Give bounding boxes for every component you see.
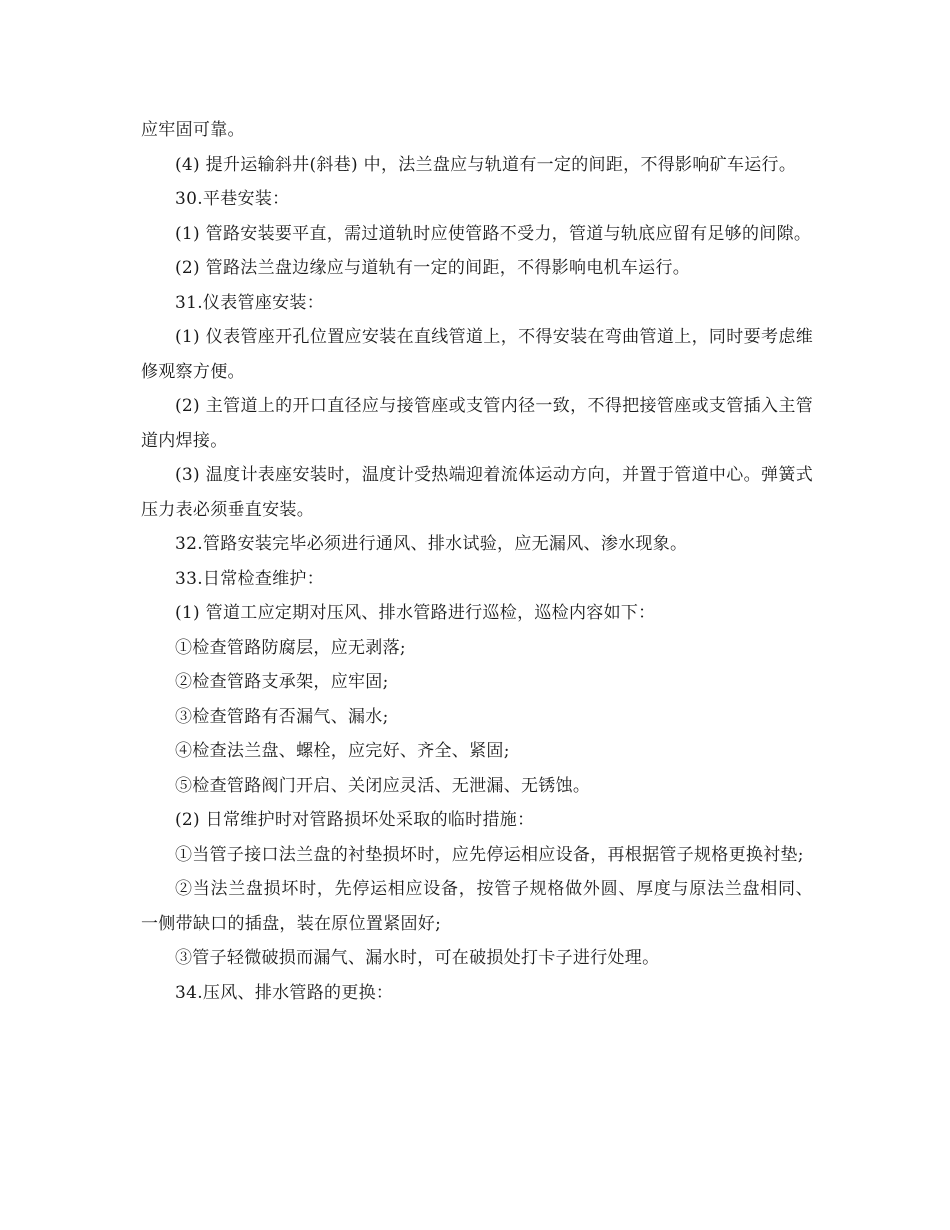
section-heading-31: 31.仪表管座安装： bbox=[175, 292, 325, 313]
list-item: ④检查法兰盘、螺栓，应完好、齐全、紧固; bbox=[175, 741, 510, 761]
paragraph: (2) 主管道上的开口直径应与接管座或支管内径一致，不得把接管座或支管插入主管道内焊接。 bbox=[141, 396, 813, 451]
list-item: ⑤检查管路阀门开启、关闭应灵活、无泄漏、无锈蚀。 bbox=[175, 775, 591, 796]
paragraph: (1) 管道工应定期对压风、排水管路进行巡检，巡检内容如下： bbox=[175, 603, 656, 623]
list-item: ③管子轻微破损而漏气、漏水时，可在破损处打卡子进行处理。 bbox=[175, 948, 660, 968]
paragraph: (3) 温度计表座安装时，温度计受热端迎着流体运动方向，并置于管道中心。弹簧式压力表必须垂直安装。 bbox=[141, 465, 813, 520]
list-item: ①检查管路防腐层，应无剥落; bbox=[175, 637, 406, 658]
paragraph: (2) 日常维护时对管路损坏处采取的临时措施： bbox=[175, 810, 535, 830]
list-item: ③检查管路有否漏气、漏水; bbox=[175, 706, 389, 727]
paragraph: (1) 仪表管座开孔位置应安装在直线管道上，不得安装在弯曲管道上，同时要考虑维修观察方便。 bbox=[141, 327, 813, 382]
section-heading-34: 34.压风、排水管路的更换： bbox=[175, 982, 394, 1003]
list-item: ②当法兰盘损坏时，先停运相应设备，按管子规格做外圆、厚度与原法兰盘相同、一侧带缺口的插盘，装在原位置紧固好; bbox=[141, 879, 813, 934]
paragraph: (1) 管路安装要平直，需过道轨时应使管路不受力，管道与轨底应留有足够的间隙。 bbox=[175, 223, 812, 244]
list-item: ①当管子接口法兰盘的衬垫损坏时，应先停运相应设备，再根据管子规格更换衬垫; bbox=[175, 844, 804, 865]
document-body bbox=[141, 113, 813, 1010]
paragraph: 应牢固可靠。 bbox=[141, 120, 245, 140]
section-heading-33: 33.日常检查维护： bbox=[175, 568, 325, 589]
list-item: ②检查管路支承架，应牢固; bbox=[175, 672, 389, 692]
paragraph: (2) 管路法兰盘边缘应与道轨有一定的间距，不得影响电机车运行。 bbox=[175, 258, 691, 278]
section-heading-30: 30.平巷安装： bbox=[175, 189, 290, 209]
section-heading-32: 32.管路安装完毕必须进行通风、排水试验，应无漏风、渗水现象。 bbox=[175, 534, 688, 554]
paragraph: (4) 提升运输斜井(斜巷) 中，法兰盘应与轨道有一定的间距，不得影响矿车运行。 bbox=[175, 154, 797, 175]
